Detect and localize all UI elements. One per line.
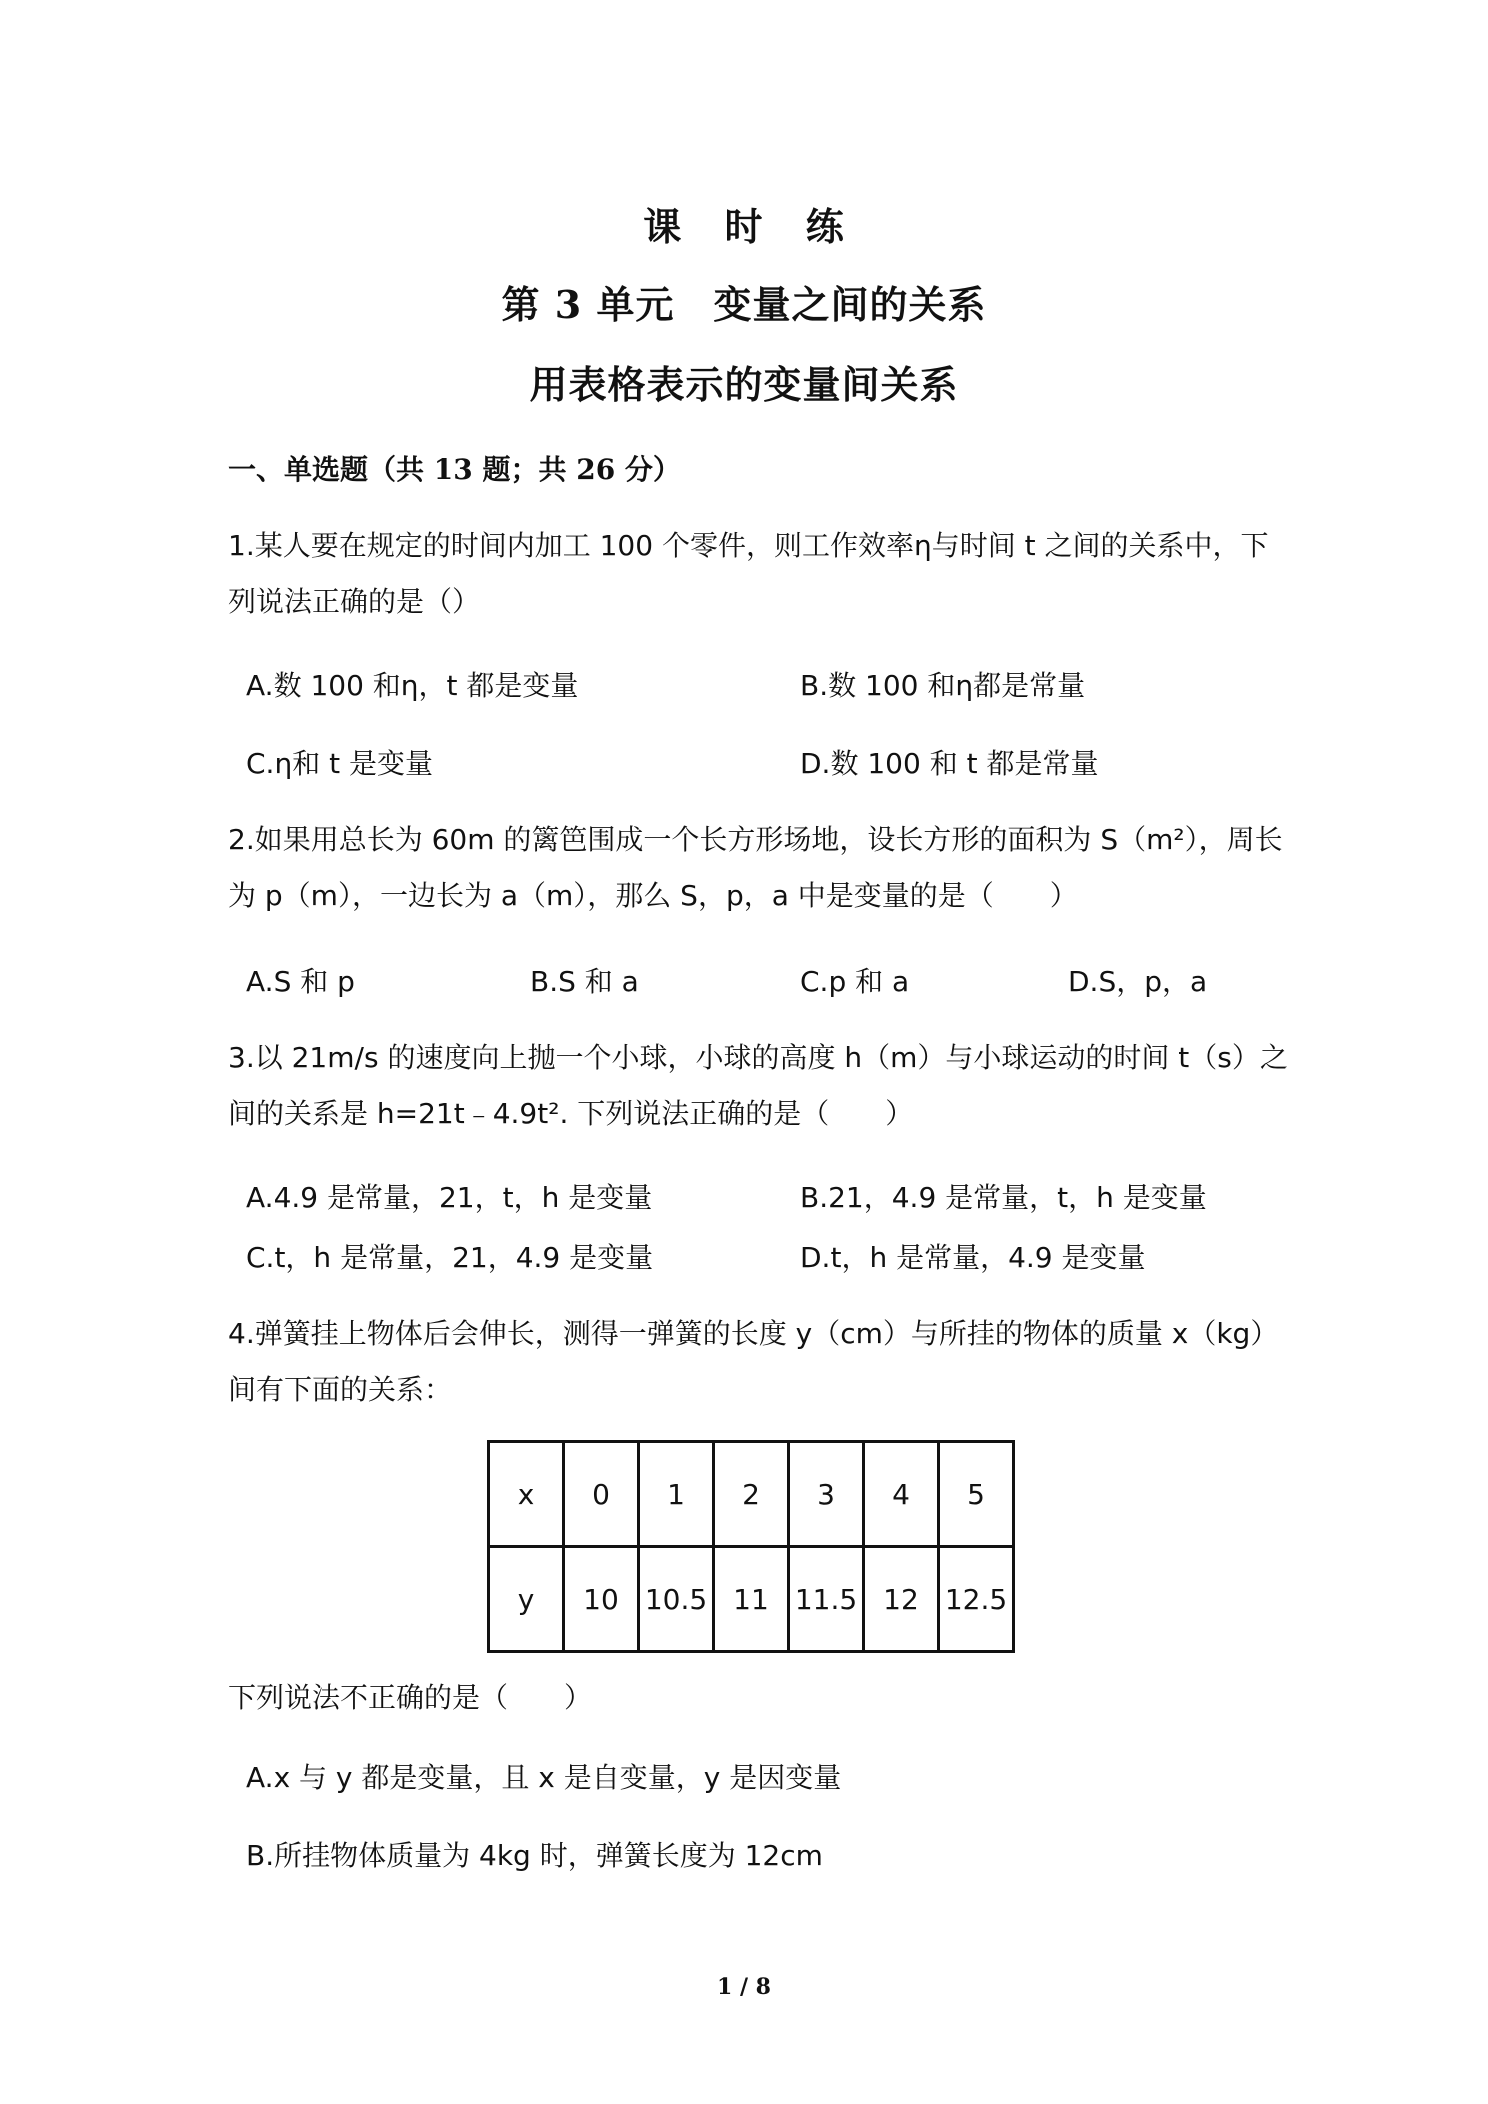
lesson-title: 用表格表示的变量间关系 — [529, 362, 959, 407]
question-2-option-a: A.S 和 p — [246, 965, 355, 998]
table-cell: 10.5 — [639, 1547, 714, 1652]
spring-data-table — [487, 1440, 1015, 1653]
question-1-option-d: D.数 100 和 t 都是常量 — [800, 747, 1099, 780]
question-4-option-a: A.x 与 y 都是变量，且 x 是自变量，y 是因变量 — [246, 1761, 842, 1794]
table-cell: 4 — [864, 1442, 939, 1547]
section-heading: 一、单选题（共 13 题；共 26 分） — [228, 453, 681, 486]
table-cell: 12 — [864, 1547, 939, 1652]
table-cell: 5 — [939, 1442, 1014, 1547]
question-2-option-c: C.p 和 a — [800, 965, 910, 998]
question-3-option-a: A.4.9 是常量，21，t，h 是变量 — [246, 1181, 653, 1214]
table-cell: 3 — [789, 1442, 864, 1547]
question-3-option-c: C.t，h 是常量，21，4.9 是变量 — [246, 1241, 654, 1274]
page-title: 课 时 练 — [643, 204, 845, 249]
question-1-option-a: A.数 100 和η，t 都是变量 — [246, 669, 579, 702]
question-2-stem: 2.如果用总长为 60m 的篱笆围成一个长方形场地，设长方形的面积为 S（m²），周长为 p（m），一边长为 a（m），那么 S，p，a 中是变量的是（ ） — [228, 823, 1283, 912]
question-3-option-b: B.21，4.9 是常量，t，h 是变量 — [800, 1181, 1207, 1214]
question-4-option-b: B.所挂物体质量为 4kg 时，弹簧长度为 12cm — [246, 1839, 823, 1872]
table-cell: 11 — [714, 1547, 789, 1652]
question-1-option-c: C.η和 t 是变量 — [246, 747, 433, 780]
table-cell: 10 — [564, 1547, 639, 1652]
question-1-option-b: B.数 100 和η都是常量 — [800, 669, 1086, 702]
question-2-option-d: D.S，p，a — [1068, 965, 1208, 998]
table-cell: 1 — [639, 1442, 714, 1547]
question-3-stem: 3.以 21m/s 的速度向上抛一个小球，小球的高度 h（m）与小球运动的时间 t（s）之间的关系是 h=21t﹣4.9t². 下列说法正确的是（ ） — [228, 1041, 1288, 1130]
table-row — [489, 1442, 1014, 1547]
table-cell: 11.5 — [789, 1547, 864, 1652]
question-1-stem: 1.某人要在规定的时间内加工 100 个零件，则工作效率η与时间 t 之间的关系中，下列说法正确的是（） — [228, 529, 1269, 618]
table-cell: 0 — [564, 1442, 639, 1547]
table-cell: x — [489, 1442, 564, 1547]
table-cell: y — [489, 1547, 564, 1652]
table-cell: 2 — [714, 1442, 789, 1547]
question-4-stem: 4.弹簧挂上物体后会伸长，测得一弹簧的长度 y（cm）与所挂的物体的质量 x（kg）间有下面的关系： — [228, 1317, 1279, 1406]
unit-title: 第 3 单元 变量之间的关系 — [501, 282, 987, 327]
question-2-option-b: B.S 和 a — [530, 965, 639, 998]
question-3-option-d: D.t，h 是常量，4.9 是变量 — [800, 1241, 1146, 1274]
page-number: 1 / 8 — [717, 1974, 771, 2000]
table-cell: 12.5 — [939, 1547, 1014, 1652]
table-row — [489, 1547, 1014, 1652]
question-4-prompt: 下列说法不正确的是（ ） — [228, 1681, 593, 1714]
